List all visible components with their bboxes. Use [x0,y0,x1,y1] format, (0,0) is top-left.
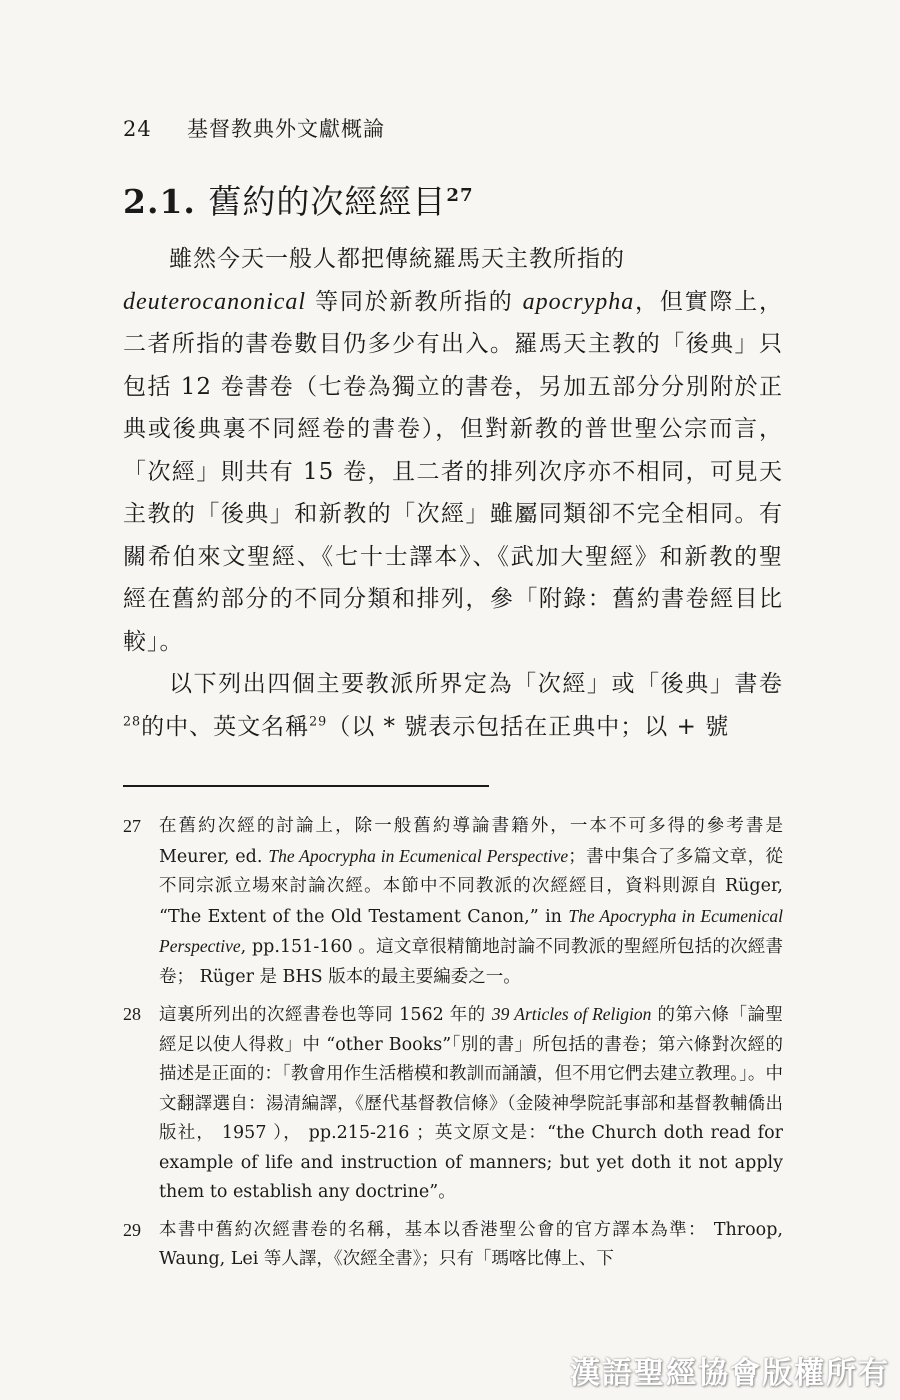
running-header [123,113,385,143]
footnote-text: 這裏所列出的次經書卷也等同 1562 年的 39 Articles of Religion 的第六條「論聖經足以使人得救」中 “other Books”「別的書」所包括的書卷；第六條對次經的描述是正面的：「教會用作生活楷模和教訓而誦讀，但不用它們去建立教理。」。中文翻譯選自：湯清編譯，《歷代基督教信條》（金陵神學院託事部和基督教輔僑出版社， 1957 ）， pp.215-216 ；英文原文是：“the Church doth read for example of life and instruction of manners; but yet doth it not apply them to establish any doctrine”。 [159,1004,783,1202]
footnote-28 [123,1000,783,1208]
footnote-number: 28 [123,1004,141,1024]
footnote-number: 27 [123,816,141,836]
term-apocrypha: apocrypha [522,288,635,315]
copyright-watermark: 漢語聖經協會版權所有 [570,1356,890,1391]
page-number: 24 [123,117,152,141]
footnote-number: 29 [123,1219,141,1240]
footnotes [123,812,783,1283]
footnote-text: 在舊約次經的討論上，除一般舊約導論書籍外，一本不可多得的參考書是 Meurer, ed. The Apocrypha in Ecumenical Perspective；書中集合了多篇文章，從不同宗派立場來討論次經。本節中不同教派的次經經目，資料則源自 Rüger, “The Extent of the Old Testament Canon,” in The Apocrypha in Ecumenical Perspective, pp.151-160 。這文章很精簡地討論不同教派的聖經所包括的次經書卷； Rüger 是 BHS 版本的最主要編委之一。 [159,816,784,987]
body-text [123,238,783,748]
term-deuterocanonical: deuterocanonical [123,288,307,315]
footnote-29 [123,1216,783,1275]
paragraph-2: 以下列出四個主要教派所界定為「次經」或「後典」書卷$^{28}$的中、英文名稱$^{29}$（以 * 號表示包括在正典中；以 + 號 [123,671,783,740]
footnote-text: 本書中舊約次經書卷的名稱，基本以香港聖公會的官方譯本為準： Throop, Waung, Lei 等人譯，《次經全書》；只有「瑪喀比傳上、下 [159,1219,783,1269]
book-title: 基督教典外文獻概論 [187,117,385,141]
section-heading [123,176,474,223]
footnote-27 [123,812,783,992]
footnote-divider [123,785,489,787]
footnote-ref-27: 27 [446,185,474,206]
footnote-ref-28: 28 [123,712,142,728]
section-number: 2.1. [123,182,196,221]
paragraph-1: 雖然今天一般人都把傳統羅馬天主教所指的 deuterocanonical 等同於新教所指的 apocrypha，但實際上，二者所指的書卷數目仍多少有出入。羅馬天主教的「後典」只包括 12 卷書卷（七卷為獨立的書卷，另加五部分分別附於正典或後典裏不同經卷的書卷），但對新教的普世聖公宗而言，「次經」則共有 15 卷，且二者的排列次序亦不相同，可見天主教的「後典」和新教的「次經」雖屬同類卻不完全相同。有關希伯來文聖經、《七十士譯本》、《武加大聖經》和新教的聖經在舊約部分的不同分類和排列，參「附錄：舊約書卷經目比較」。 [123,246,784,655]
footnote-ref-29: 29 [309,712,328,728]
section-title-text: 舊約的次經經目 [208,182,447,221]
